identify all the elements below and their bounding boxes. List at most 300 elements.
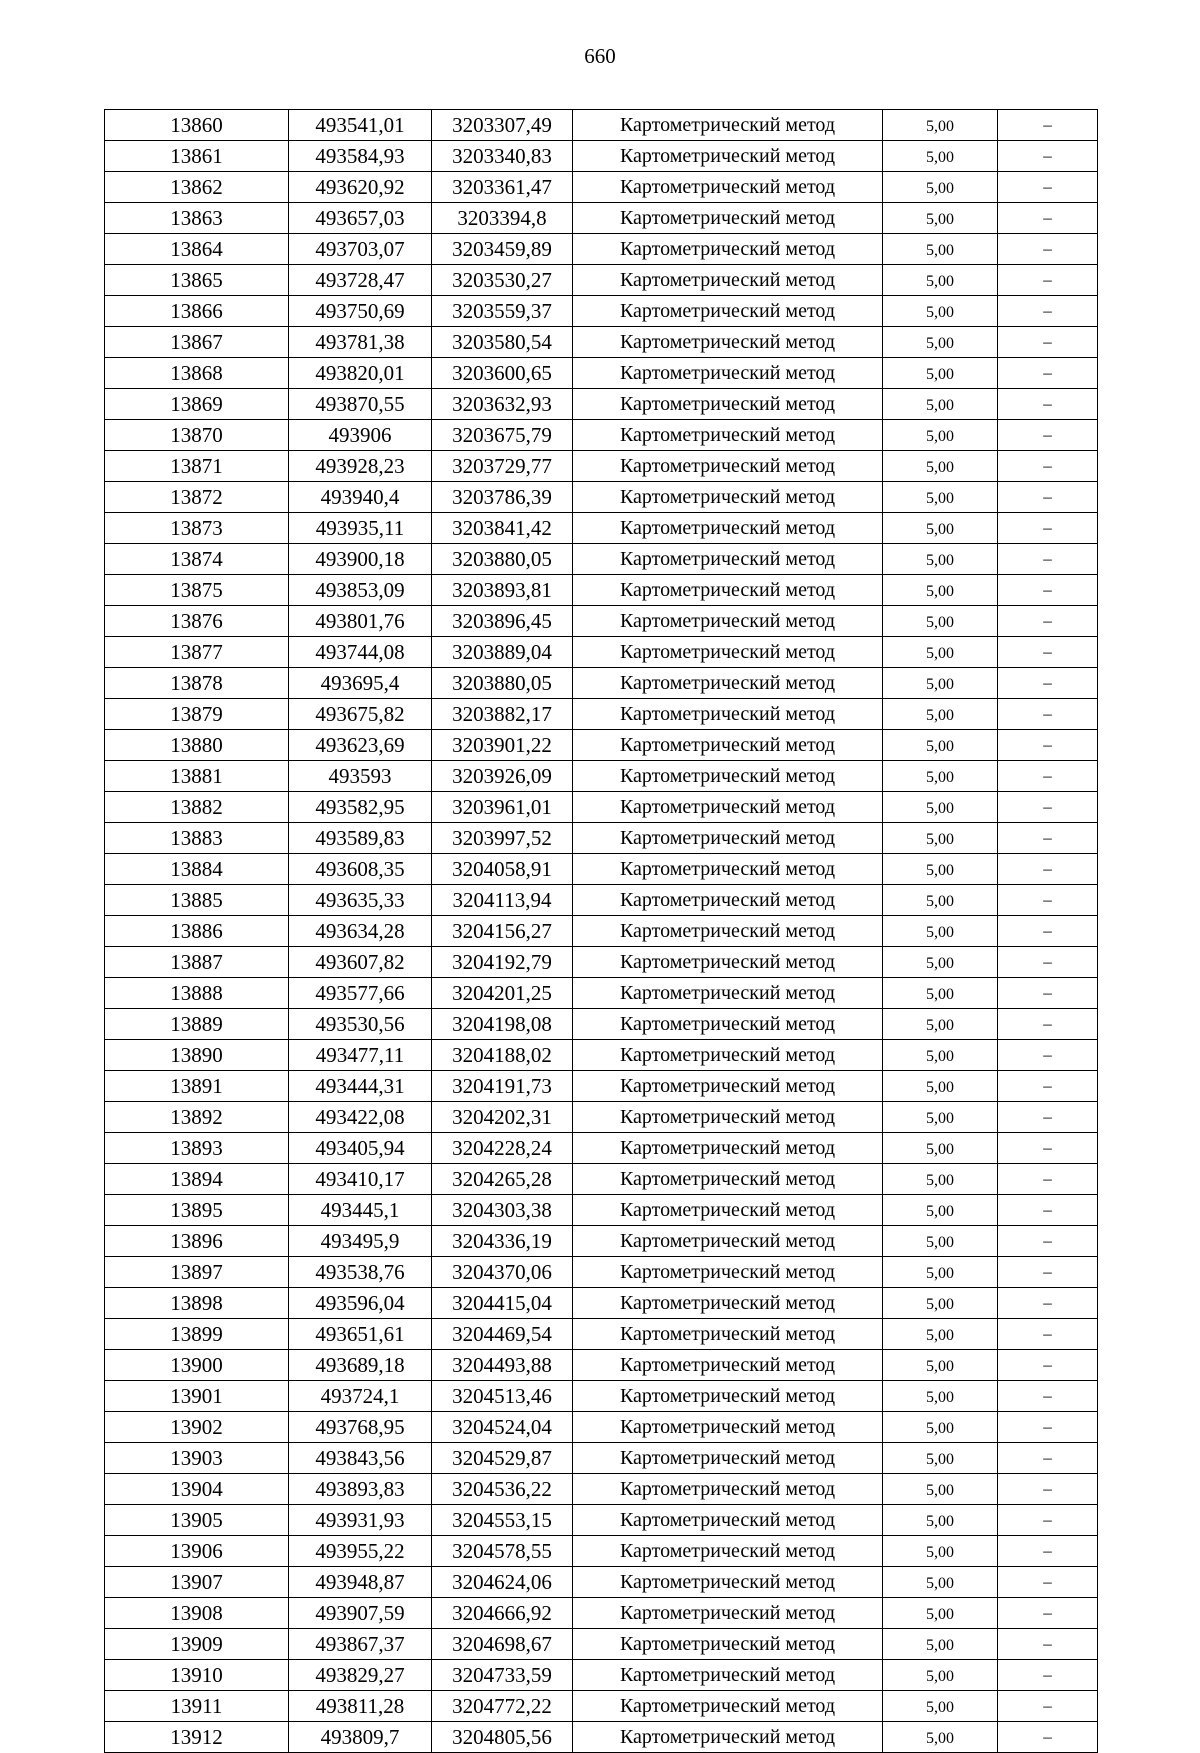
table-row <box>105 1071 1098 1102</box>
table-row <box>105 544 1098 575</box>
point-number-cell: 13873 <box>105 513 289 544</box>
x-coordinate-cell: 493955,22 <box>289 1536 432 1567</box>
x-coordinate-cell: 493410,17 <box>289 1164 432 1195</box>
accuracy-cell: 5,00 <box>883 544 998 575</box>
accuracy-cell: 5,00 <box>883 1040 998 1071</box>
point-number-cell: 13869 <box>105 389 289 420</box>
point-number-cell: 13864 <box>105 234 289 265</box>
table-row <box>105 1133 1098 1164</box>
dash-cell: – <box>998 389 1098 420</box>
dash-cell: – <box>998 1226 1098 1257</box>
dash-cell: – <box>998 296 1098 327</box>
point-number-cell: 13865 <box>105 265 289 296</box>
accuracy-cell: 5,00 <box>883 203 998 234</box>
y-coordinate-cell: 3204536,22 <box>432 1474 573 1505</box>
method-cell: Картометрический метод <box>573 1536 883 1567</box>
table-row <box>105 575 1098 606</box>
y-coordinate-cell: 3203997,52 <box>432 823 573 854</box>
x-coordinate-cell: 493948,87 <box>289 1567 432 1598</box>
point-number-cell: 13866 <box>105 296 289 327</box>
accuracy-cell: 5,00 <box>883 420 998 451</box>
y-coordinate-cell: 3204370,06 <box>432 1257 573 1288</box>
dash-cell: – <box>998 1722 1098 1753</box>
table-row <box>105 234 1098 265</box>
page-number: 660 <box>584 44 616 68</box>
y-coordinate-cell: 3203961,01 <box>432 792 573 823</box>
x-coordinate-cell: 493906 <box>289 420 432 451</box>
accuracy-cell: 5,00 <box>883 141 998 172</box>
method-cell: Картометрический метод <box>573 265 883 296</box>
method-cell: Картометрический метод <box>573 358 883 389</box>
x-coordinate-cell: 493541,01 <box>289 110 432 141</box>
accuracy-cell: 5,00 <box>883 699 998 730</box>
accuracy-cell: 5,00 <box>883 358 998 389</box>
dash-cell: – <box>998 1598 1098 1629</box>
table-row <box>105 854 1098 885</box>
dash-cell: – <box>998 575 1098 606</box>
point-number-cell: 13902 <box>105 1412 289 1443</box>
method-cell: Картометрический метод <box>573 823 883 854</box>
accuracy-cell: 5,00 <box>883 265 998 296</box>
table-body <box>105 110 1098 1753</box>
y-coordinate-cell: 3203459,89 <box>432 234 573 265</box>
method-cell: Картометрический метод <box>573 513 883 544</box>
dash-cell: – <box>998 327 1098 358</box>
dash-cell: – <box>998 1071 1098 1102</box>
method-cell: Картометрический метод <box>573 854 883 885</box>
x-coordinate-cell: 493744,08 <box>289 637 432 668</box>
x-coordinate-cell: 493893,83 <box>289 1474 432 1505</box>
accuracy-cell: 5,00 <box>883 1660 998 1691</box>
accuracy-cell: 5,00 <box>883 172 998 203</box>
dash-cell: – <box>998 1164 1098 1195</box>
method-cell: Картометрический метод <box>573 1071 883 1102</box>
dash-cell: – <box>998 730 1098 761</box>
y-coordinate-cell: 3204156,27 <box>432 916 573 947</box>
accuracy-cell: 5,00 <box>883 1319 998 1350</box>
accuracy-cell: 5,00 <box>883 1288 998 1319</box>
y-coordinate-cell: 3203361,47 <box>432 172 573 203</box>
method-cell: Картометрический метод <box>573 1505 883 1536</box>
x-coordinate-cell: 493422,08 <box>289 1102 432 1133</box>
dash-cell: – <box>998 234 1098 265</box>
method-cell: Картометрический метод <box>573 1288 883 1319</box>
table-row <box>105 1412 1098 1443</box>
accuracy-cell: 5,00 <box>883 1722 998 1753</box>
method-cell: Картометрический метод <box>573 1102 883 1133</box>
accuracy-cell: 5,00 <box>883 110 998 141</box>
x-coordinate-cell: 493623,69 <box>289 730 432 761</box>
method-cell: Картометрический метод <box>573 141 883 172</box>
point-number-cell: 13871 <box>105 451 289 482</box>
method-cell: Картометрический метод <box>573 544 883 575</box>
y-coordinate-cell: 3203675,79 <box>432 420 573 451</box>
table-row <box>105 1319 1098 1350</box>
accuracy-cell: 5,00 <box>883 916 998 947</box>
x-coordinate-cell: 493695,4 <box>289 668 432 699</box>
y-coordinate-cell: 3204624,06 <box>432 1567 573 1598</box>
method-cell: Картометрический метод <box>573 296 883 327</box>
x-coordinate-cell: 493589,83 <box>289 823 432 854</box>
dash-cell: – <box>998 854 1098 885</box>
point-number-cell: 13879 <box>105 699 289 730</box>
table-row <box>105 1598 1098 1629</box>
accuracy-cell: 5,00 <box>883 668 998 699</box>
x-coordinate-cell: 493907,59 <box>289 1598 432 1629</box>
dash-cell: – <box>998 1102 1098 1133</box>
x-coordinate-cell: 493768,95 <box>289 1412 432 1443</box>
accuracy-cell: 5,00 <box>883 1598 998 1629</box>
y-coordinate-cell: 3203632,93 <box>432 389 573 420</box>
method-cell: Картометрический метод <box>573 1691 883 1722</box>
table-row <box>105 358 1098 389</box>
point-number-cell: 13877 <box>105 637 289 668</box>
y-coordinate-cell: 3204265,28 <box>432 1164 573 1195</box>
y-coordinate-cell: 3203530,27 <box>432 265 573 296</box>
accuracy-cell: 5,00 <box>883 1443 998 1474</box>
point-number-cell: 13868 <box>105 358 289 389</box>
dash-cell: – <box>998 358 1098 389</box>
point-number-cell: 13872 <box>105 482 289 513</box>
dash-cell: – <box>998 482 1098 513</box>
point-number-cell: 13875 <box>105 575 289 606</box>
x-coordinate-cell: 493900,18 <box>289 544 432 575</box>
x-coordinate-cell: 493445,1 <box>289 1195 432 1226</box>
method-cell: Картометрический метод <box>573 947 883 978</box>
x-coordinate-cell: 493608,35 <box>289 854 432 885</box>
table-row <box>105 1009 1098 1040</box>
method-cell: Картометрический метод <box>573 1598 883 1629</box>
table-row <box>105 1691 1098 1722</box>
point-number-cell: 13885 <box>105 885 289 916</box>
x-coordinate-cell: 493584,93 <box>289 141 432 172</box>
dash-cell: – <box>998 668 1098 699</box>
y-coordinate-cell: 3203600,65 <box>432 358 573 389</box>
table-row <box>105 1722 1098 1753</box>
table-row <box>105 1443 1098 1474</box>
accuracy-cell: 5,00 <box>883 1412 998 1443</box>
point-number-cell: 13905 <box>105 1505 289 1536</box>
table-row <box>105 1536 1098 1567</box>
point-number-cell: 13903 <box>105 1443 289 1474</box>
accuracy-cell: 5,00 <box>883 327 998 358</box>
method-cell: Картометрический метод <box>573 1443 883 1474</box>
table-row <box>105 327 1098 358</box>
accuracy-cell: 5,00 <box>883 1195 998 1226</box>
x-coordinate-cell: 493853,09 <box>289 575 432 606</box>
method-cell: Картометрический метод <box>573 1722 883 1753</box>
accuracy-cell: 5,00 <box>883 1505 998 1536</box>
x-coordinate-cell: 493620,92 <box>289 172 432 203</box>
y-coordinate-cell: 3204733,59 <box>432 1660 573 1691</box>
accuracy-cell: 5,00 <box>883 1629 998 1660</box>
accuracy-cell: 5,00 <box>883 1350 998 1381</box>
point-number-cell: 13861 <box>105 141 289 172</box>
table-row <box>105 916 1098 947</box>
accuracy-cell: 5,00 <box>883 792 998 823</box>
point-number-cell: 13880 <box>105 730 289 761</box>
y-coordinate-cell: 3203729,77 <box>432 451 573 482</box>
table-row <box>105 420 1098 451</box>
accuracy-cell: 5,00 <box>883 606 998 637</box>
accuracy-cell: 5,00 <box>883 1257 998 1288</box>
method-cell: Картометрический метод <box>573 110 883 141</box>
y-coordinate-cell: 3204303,38 <box>432 1195 573 1226</box>
y-coordinate-cell: 3204192,79 <box>432 947 573 978</box>
point-number-cell: 13863 <box>105 203 289 234</box>
method-cell: Картометрический метод <box>573 1412 883 1443</box>
table-row <box>105 1257 1098 1288</box>
x-coordinate-cell: 493820,01 <box>289 358 432 389</box>
table-row <box>105 1381 1098 1412</box>
dash-cell: – <box>998 1443 1098 1474</box>
table-row <box>105 606 1098 637</box>
y-coordinate-cell: 3204805,56 <box>432 1722 573 1753</box>
x-coordinate-cell: 493928,23 <box>289 451 432 482</box>
dash-cell: – <box>998 947 1098 978</box>
method-cell: Картометрический метод <box>573 389 883 420</box>
method-cell: Картометрический метод <box>573 730 883 761</box>
method-cell: Картометрический метод <box>573 1567 883 1598</box>
y-coordinate-cell: 3203882,17 <box>432 699 573 730</box>
dash-cell: – <box>998 1629 1098 1660</box>
y-coordinate-cell: 3203893,81 <box>432 575 573 606</box>
x-coordinate-cell: 493870,55 <box>289 389 432 420</box>
y-coordinate-cell: 3204415,04 <box>432 1288 573 1319</box>
point-number-cell: 13890 <box>105 1040 289 1071</box>
method-cell: Картометрический метод <box>573 1133 883 1164</box>
accuracy-cell: 5,00 <box>883 575 998 606</box>
table-row <box>105 1660 1098 1691</box>
x-coordinate-cell: 493801,76 <box>289 606 432 637</box>
table-row <box>105 141 1098 172</box>
point-number-cell: 13883 <box>105 823 289 854</box>
method-cell: Картометрический метод <box>573 1629 883 1660</box>
accuracy-cell: 5,00 <box>883 637 998 668</box>
accuracy-cell: 5,00 <box>883 1071 998 1102</box>
point-number-cell: 13860 <box>105 110 289 141</box>
x-coordinate-cell: 493809,7 <box>289 1722 432 1753</box>
dash-cell: – <box>998 978 1098 1009</box>
table-row <box>105 1567 1098 1598</box>
y-coordinate-cell: 3203901,22 <box>432 730 573 761</box>
accuracy-cell: 5,00 <box>883 513 998 544</box>
accuracy-cell: 5,00 <box>883 389 998 420</box>
table-row <box>105 1195 1098 1226</box>
point-number-cell: 13862 <box>105 172 289 203</box>
dash-cell: – <box>998 1009 1098 1040</box>
dash-cell: – <box>998 141 1098 172</box>
accuracy-cell: 5,00 <box>883 1226 998 1257</box>
dash-cell: – <box>998 916 1098 947</box>
table-row <box>105 296 1098 327</box>
accuracy-cell: 5,00 <box>883 978 998 1009</box>
point-number-cell: 13908 <box>105 1598 289 1629</box>
dash-cell: – <box>998 1350 1098 1381</box>
table-row <box>105 1102 1098 1133</box>
table-row <box>105 482 1098 513</box>
x-coordinate-cell: 493867,37 <box>289 1629 432 1660</box>
method-cell: Картометрический метод <box>573 172 883 203</box>
method-cell: Картометрический метод <box>573 761 883 792</box>
dash-cell: – <box>998 1660 1098 1691</box>
table-row <box>105 823 1098 854</box>
x-coordinate-cell: 493829,27 <box>289 1660 432 1691</box>
point-number-cell: 13897 <box>105 1257 289 1288</box>
method-cell: Картометрический метод <box>573 1164 883 1195</box>
accuracy-cell: 5,00 <box>883 1536 998 1567</box>
dash-cell: – <box>998 823 1098 854</box>
x-coordinate-cell: 493495,9 <box>289 1226 432 1257</box>
dash-cell: – <box>998 265 1098 296</box>
accuracy-cell: 5,00 <box>883 296 998 327</box>
method-cell: Картометрический метод <box>573 1195 883 1226</box>
dash-cell: – <box>998 792 1098 823</box>
point-number-cell: 13906 <box>105 1536 289 1567</box>
x-coordinate-cell: 493931,93 <box>289 1505 432 1536</box>
y-coordinate-cell: 3203580,54 <box>432 327 573 358</box>
table-row <box>105 172 1098 203</box>
method-cell: Картометрический метод <box>573 978 883 1009</box>
accuracy-cell: 5,00 <box>883 885 998 916</box>
y-coordinate-cell: 3204524,04 <box>432 1412 573 1443</box>
method-cell: Картометрический метод <box>573 885 883 916</box>
method-cell: Картометрический метод <box>573 637 883 668</box>
dash-cell: – <box>998 1567 1098 1598</box>
point-number-cell: 13898 <box>105 1288 289 1319</box>
y-coordinate-cell: 3204698,67 <box>432 1629 573 1660</box>
y-coordinate-cell: 3203307,49 <box>432 110 573 141</box>
method-cell: Картометрический метод <box>573 606 883 637</box>
dash-cell: – <box>998 885 1098 916</box>
x-coordinate-cell: 493596,04 <box>289 1288 432 1319</box>
table-row <box>105 1350 1098 1381</box>
dash-cell: – <box>998 761 1098 792</box>
point-number-cell: 13910 <box>105 1660 289 1691</box>
y-coordinate-cell: 3204113,94 <box>432 885 573 916</box>
y-coordinate-cell: 3204191,73 <box>432 1071 573 1102</box>
table-row <box>105 203 1098 234</box>
point-number-cell: 13874 <box>105 544 289 575</box>
method-cell: Картометрический метод <box>573 482 883 513</box>
x-coordinate-cell: 493577,66 <box>289 978 432 1009</box>
table-row <box>105 513 1098 544</box>
dash-cell: – <box>998 1691 1098 1722</box>
accuracy-cell: 5,00 <box>883 854 998 885</box>
point-number-cell: 13894 <box>105 1164 289 1195</box>
table-row <box>105 978 1098 1009</box>
method-cell: Картометрический метод <box>573 234 883 265</box>
table-row <box>105 1164 1098 1195</box>
accuracy-cell: 5,00 <box>883 1102 998 1133</box>
method-cell: Картометрический метод <box>573 327 883 358</box>
table-row <box>105 1040 1098 1071</box>
accuracy-cell: 5,00 <box>883 761 998 792</box>
x-coordinate-cell: 493940,4 <box>289 482 432 513</box>
point-number-cell: 13878 <box>105 668 289 699</box>
accuracy-cell: 5,00 <box>883 482 998 513</box>
table-row <box>105 885 1098 916</box>
dash-cell: – <box>998 1381 1098 1412</box>
y-coordinate-cell: 3203880,05 <box>432 668 573 699</box>
y-coordinate-cell: 3204772,22 <box>432 1691 573 1722</box>
y-coordinate-cell: 3204201,25 <box>432 978 573 1009</box>
point-number-cell: 13882 <box>105 792 289 823</box>
table-row <box>105 730 1098 761</box>
method-cell: Картометрический метод <box>573 792 883 823</box>
dash-cell: – <box>998 110 1098 141</box>
method-cell: Картометрический метод <box>573 1381 883 1412</box>
table-row <box>105 668 1098 699</box>
point-number-cell: 13904 <box>105 1474 289 1505</box>
point-number-cell: 13884 <box>105 854 289 885</box>
dash-cell: – <box>998 1257 1098 1288</box>
x-coordinate-cell: 493703,07 <box>289 234 432 265</box>
y-coordinate-cell: 3204578,55 <box>432 1536 573 1567</box>
method-cell: Картометрический метод <box>573 203 883 234</box>
y-coordinate-cell: 3204336,19 <box>432 1226 573 1257</box>
x-coordinate-cell: 493675,82 <box>289 699 432 730</box>
y-coordinate-cell: 3204198,08 <box>432 1009 573 1040</box>
table-row <box>105 451 1098 482</box>
x-coordinate-cell: 493405,94 <box>289 1133 432 1164</box>
dash-cell: – <box>998 1319 1098 1350</box>
dash-cell: – <box>998 1536 1098 1567</box>
method-cell: Картометрический метод <box>573 1040 883 1071</box>
dash-cell: – <box>998 1474 1098 1505</box>
x-coordinate-cell: 493728,47 <box>289 265 432 296</box>
x-coordinate-cell: 493750,69 <box>289 296 432 327</box>
method-cell: Картометрический метод <box>573 1257 883 1288</box>
method-cell: Картометрический метод <box>573 1009 883 1040</box>
point-number-cell: 13888 <box>105 978 289 1009</box>
method-cell: Картометрический метод <box>573 1660 883 1691</box>
y-coordinate-cell: 3204529,87 <box>432 1443 573 1474</box>
accuracy-cell: 5,00 <box>883 1381 998 1412</box>
x-coordinate-cell: 493724,1 <box>289 1381 432 1412</box>
table-row <box>105 389 1098 420</box>
dash-cell: – <box>998 1133 1098 1164</box>
table-row <box>105 1288 1098 1319</box>
point-number-cell: 13895 <box>105 1195 289 1226</box>
table-row <box>105 637 1098 668</box>
point-number-cell: 13889 <box>105 1009 289 1040</box>
point-number-cell: 13891 <box>105 1071 289 1102</box>
point-number-cell: 13881 <box>105 761 289 792</box>
table-row <box>105 1474 1098 1505</box>
dash-cell: – <box>998 1505 1098 1536</box>
x-coordinate-cell: 493657,03 <box>289 203 432 234</box>
y-coordinate-cell: 3204202,31 <box>432 1102 573 1133</box>
y-coordinate-cell: 3203896,45 <box>432 606 573 637</box>
y-coordinate-cell: 3204493,88 <box>432 1350 573 1381</box>
accuracy-cell: 5,00 <box>883 730 998 761</box>
table-row <box>105 761 1098 792</box>
x-coordinate-cell: 493843,56 <box>289 1443 432 1474</box>
x-coordinate-cell: 493689,18 <box>289 1350 432 1381</box>
table-row <box>105 699 1098 730</box>
point-number-cell: 13867 <box>105 327 289 358</box>
table-row <box>105 110 1098 141</box>
x-coordinate-cell: 493635,33 <box>289 885 432 916</box>
y-coordinate-cell: 3204058,91 <box>432 854 573 885</box>
method-cell: Картометрический метод <box>573 916 883 947</box>
point-number-cell: 13892 <box>105 1102 289 1133</box>
method-cell: Картометрический метод <box>573 451 883 482</box>
y-coordinate-cell: 3204228,24 <box>432 1133 573 1164</box>
accuracy-cell: 5,00 <box>883 1691 998 1722</box>
table-row <box>105 1629 1098 1660</box>
